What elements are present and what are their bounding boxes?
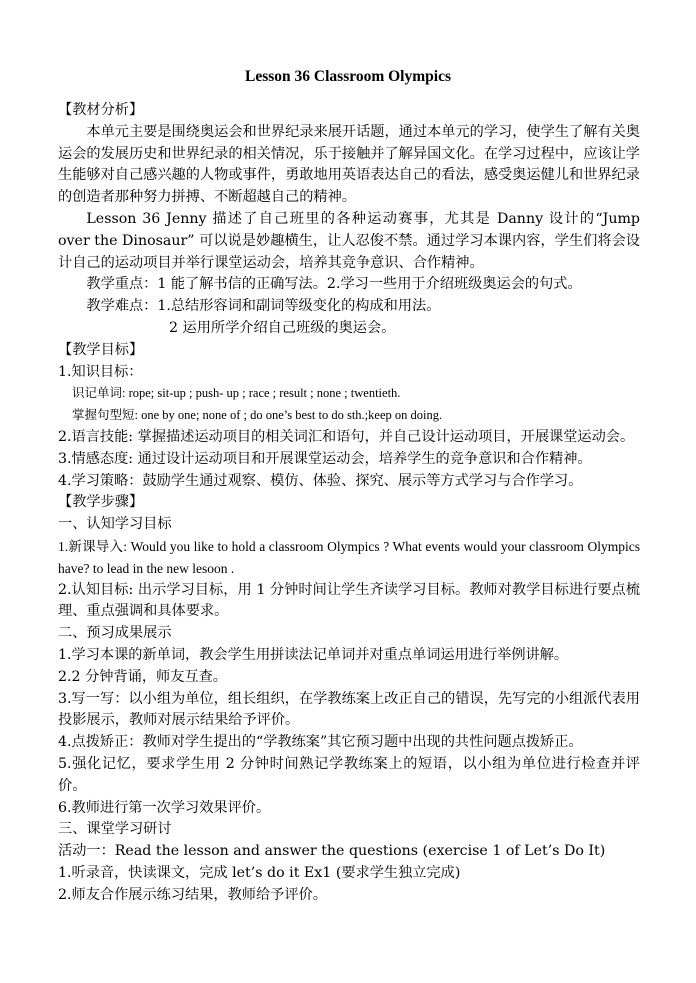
page-title: Lesson 36 Classroom Olympics bbox=[245, 68, 451, 85]
goal-emotion-attitude: 3.情感态度: 通过设计运动项目和开展课堂运动会，培养学生的竞争意识和合作精神。 bbox=[58, 450, 592, 467]
step-new-words: 1.学习本课的新单词，教会学生用拼读法记单词并对重点单词运用进行举例讲解。 bbox=[58, 646, 569, 663]
section-heading-goals: 【教学目标】 bbox=[58, 341, 144, 358]
section-heading-steps: 【教学步骤】 bbox=[58, 494, 144, 511]
step-heading-2: 二、预习成果展示 bbox=[58, 625, 172, 642]
goal-vocabulary: 识记单词: rope; sit-up ; push- up ; race ; result ; none ; twentieth. bbox=[72, 386, 401, 401]
goal-sentence-patterns: 掌握句型短: one by one; none of ; do one’s best to do sth.;keep on doing. bbox=[72, 408, 443, 423]
difficult-points: 教学难点：1.总结形容词和副词等级变化的构成和用法。 bbox=[86, 298, 441, 315]
activity-one: 活动一：Read the lesson and answer the questions (exercise 1 of Let’s Do It) bbox=[58, 843, 606, 860]
goal-knowledge: 1.知识目标： bbox=[58, 363, 143, 380]
step-memorize: 5.强化记忆，要求学生用 2 分钟时间熟记学教练案上的短语，以小组为单位进行检查并评价。 bbox=[58, 755, 640, 794]
step-lead-in: 1.新课导入: Would you like to hold a classroom Olympics ? What events would your classroom Olympics have? to lead in the new lesoon . bbox=[58, 538, 640, 576]
step-heading-3: 三、课堂学习研讨 bbox=[58, 821, 172, 838]
step-heading-1: 一、认知学习目标 bbox=[58, 516, 172, 533]
document-body bbox=[58, 100, 640, 906]
step-correct: 4.点拨矫正：教师对学生提出的“学教练案”其它预习题中出现的共性问题点拨矫正。 bbox=[58, 734, 583, 751]
goal-language-skills: 2.语言技能: 掌握描述运动项目的相关词汇和语句，并自己设计运动项目，开展课堂运动会。 bbox=[58, 428, 635, 445]
paragraph-lesson-intro: Lesson 36 Jenny 描述了自己班里的各种运动赛事，尤其是 Danny 设计的“Jump over the Dinosaur” 可以说是妙趣横生，让人忍俊不禁。通过学习本课内容，学生们将会设计自己的运动项目并举行课堂运动会，培养其竞争意识、合作精神。 bbox=[58, 210, 640, 271]
step-evaluate: 6.教师进行第一次学习效果评价。 bbox=[58, 799, 271, 816]
difficult-points-2: 2 运用所学介绍自己班级的奥运会。 bbox=[169, 319, 396, 336]
key-points: 教学重点：1 能了解书信的正确写法。2.学习一些用于介绍班级奥运会的句式。 bbox=[86, 276, 582, 293]
goal-learning-strategy: 4.学习策略：鼓励学生通过观察、模仿、体验、探究、展示等方式学习与合作学习。 bbox=[58, 472, 583, 489]
paragraph-unit-intro: 本单元主要是围绕奥运会和世界纪录来展开话题，通过本单元的学习，使学生了解有关奥运会的发展历史和世界纪录的相关情况，乐于接触并了解异国文化。在学习过程中，应该让学生能够对自己感兴趣的人物或事件，勇敢地用英语表达自己的看法，感受奥运健儿和世界纪录的创造者那种努力拼搏、不断超越自己的精神。 bbox=[58, 123, 640, 206]
step-objectives: 2.认知目标: 出示学习目标，用 1 分钟时间让学生齐读学习目标。教师对教学目标进行要点梳理、重点强调和具体要求。 bbox=[58, 581, 640, 620]
activity-listen: 1.听录音，快读课文，完成 let’s do it Ex1 (要求学生独立完成) bbox=[58, 864, 461, 881]
section-heading-analysis: 【教材分析】 bbox=[58, 102, 144, 118]
step-recite: 2.2 分钟背诵，师友互查。 bbox=[58, 668, 227, 685]
activity-present: 2.师友合作展示练习结果，教师给予评价。 bbox=[58, 886, 327, 903]
step-write: 3.写一写：以小组为单位，组长组织，在学教练案上改正自己的错误，先写完的小组派代表用投影展示，教师对展示结果给予评价。 bbox=[58, 690, 640, 729]
